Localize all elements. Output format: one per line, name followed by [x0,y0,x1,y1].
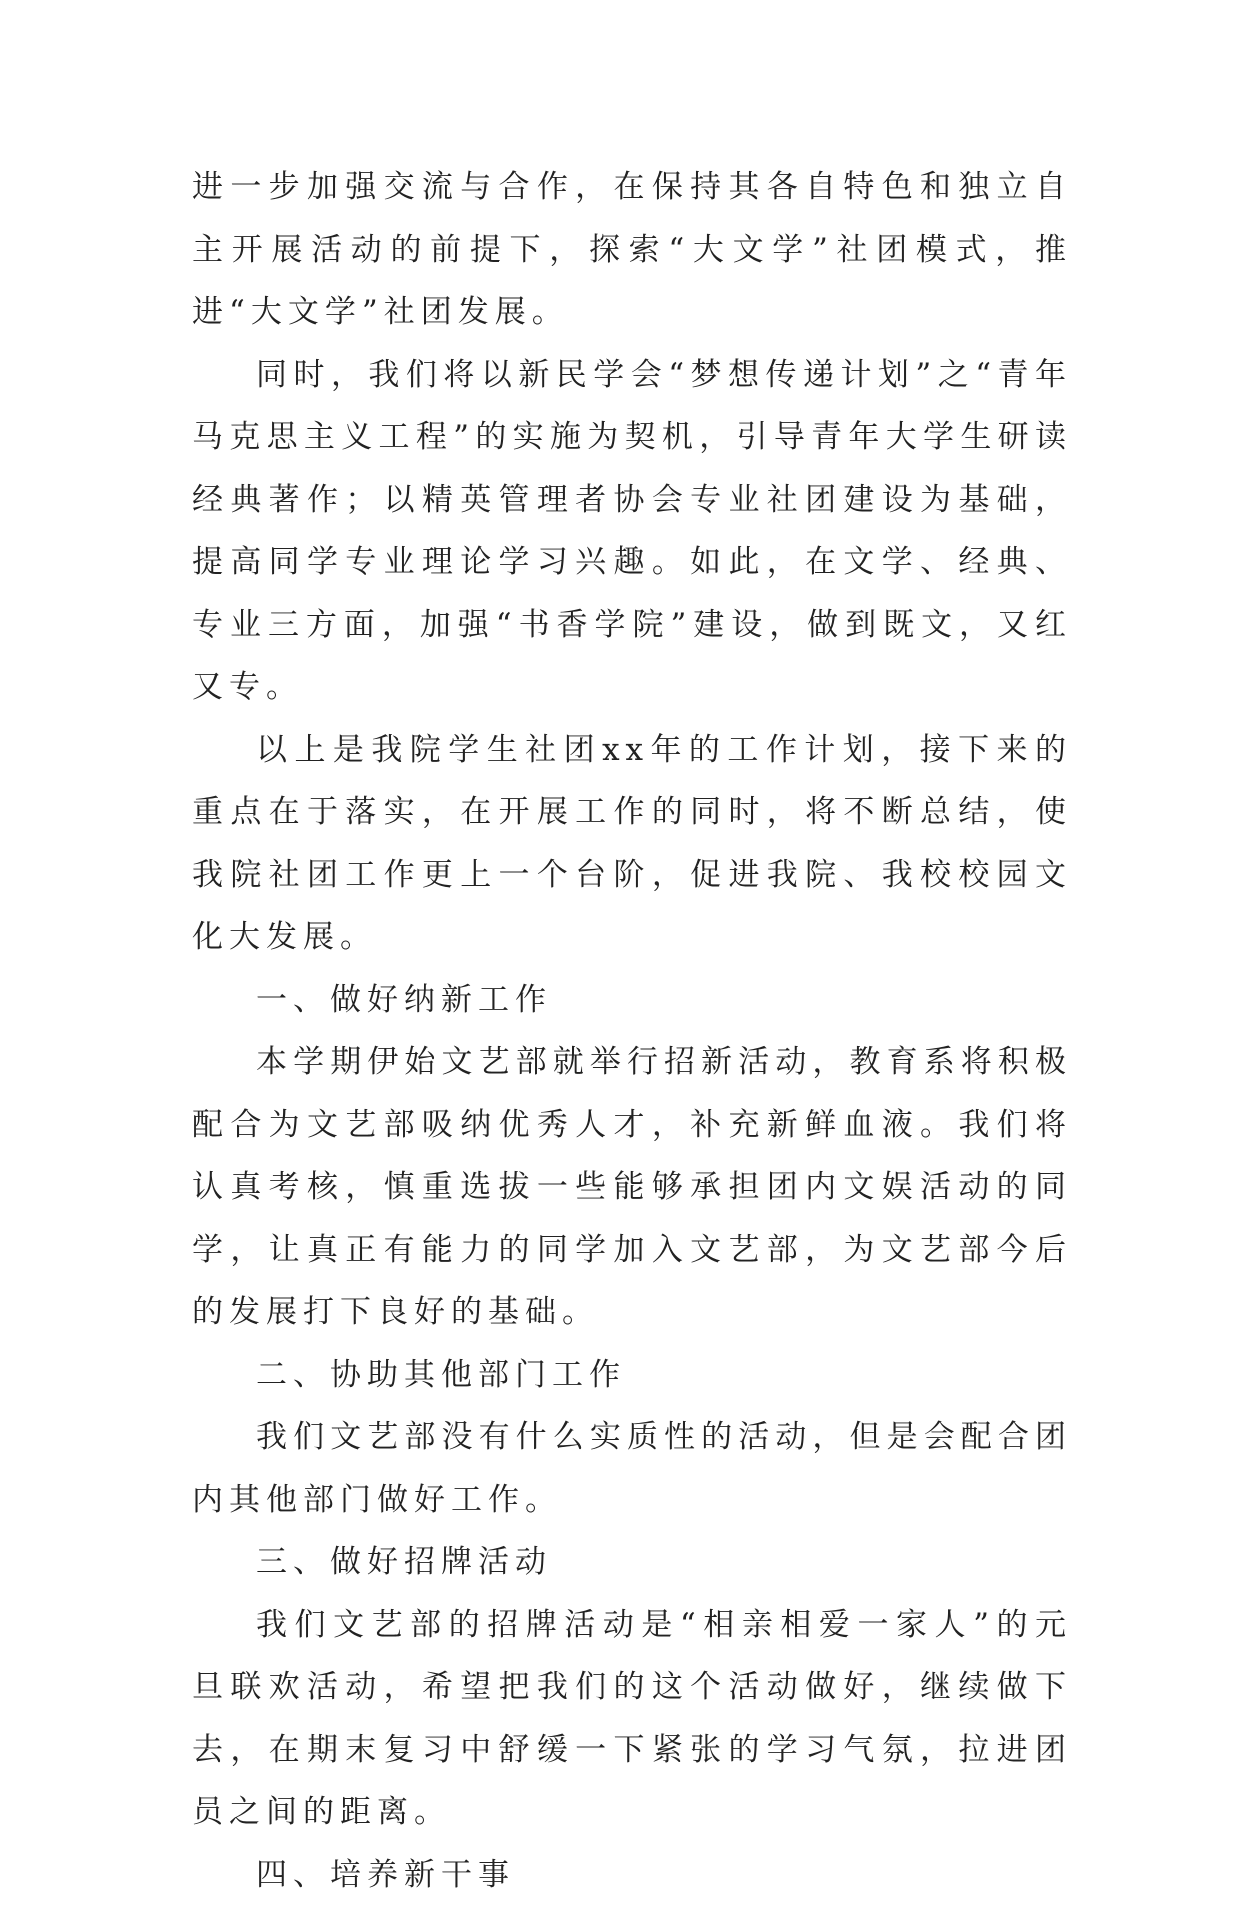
paragraph-6: 我们文艺部的招牌活动是“相亲相爱一家人”的元旦联欢活动，希望把我们的这个活动做好，继续做下去，在期末复习中舒缓一下紧张的学习气氛，拉进团员之间的距离。 [192,1594,1072,1844]
document-body [192,156,1072,1906]
paragraph-2: 同时，我们将以新民学会“梦想传递计划”之“青年马克思主义工程”的实施为契机，引导青年大学生研读经典著作；以精英管理者协会专业社团建设为基础，提高同学专业理论学习兴趣。如此，在文学、经典、专业三方面，加强“书香学院”建设，做到既文，又红又专。 [192,344,1072,719]
paragraph-3: 以上是我院学生社团xx年的工作计划，接下来的重点在于落实，在开展工作的同时，将不断总结，使我院社团工作更上一个台阶，促进我院、我校校园文化大发展。 [192,719,1072,969]
section-heading-3: 三、做好招牌活动 [192,1531,1072,1594]
paragraph-4: 本学期伊始文艺部就举行招新活动，教育系将积极配合为文艺部吸纳优秀人才，补充新鲜血液。我们将认真考核，慎重选拔一些能够承担团内文娱活动的同学，让真正有能力的同学加入文艺部，为文艺部今后的发展打下良好的基础。 [192,1031,1072,1344]
paragraph-5: 我们文艺部没有什么实质性的活动，但是会配合团内其他部门做好工作。 [192,1406,1072,1531]
paragraph-1: 进一步加强交流与合作，在保持其各自特色和独立自主开展活动的前提下，探索“大文学”社团模式，推进“大文学”社团发展。 [192,156,1072,344]
section-heading-1: 一、做好纳新工作 [192,969,1072,1032]
section-heading-2: 二、协助其他部门工作 [192,1344,1072,1407]
section-heading-4: 四、培养新干事 [192,1844,1072,1906]
